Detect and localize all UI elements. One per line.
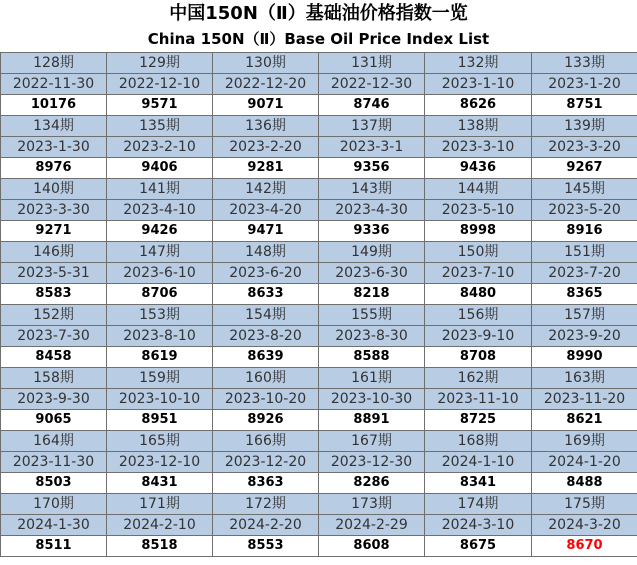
period-cell: 156期 — [425, 305, 532, 326]
value-cell: 9281 — [213, 158, 319, 179]
value-cell: 8751 — [532, 95, 637, 116]
date-cell: 2023-1-20 — [532, 74, 637, 95]
date-cell: 2023-7-20 — [532, 263, 637, 284]
date-cell: 2023-8-10 — [107, 326, 213, 347]
period-cell: 141期 — [107, 179, 213, 200]
value-cell: 9071 — [213, 95, 319, 116]
value-cell: 8588 — [319, 347, 425, 368]
date-cell: 2023-8-20 — [213, 326, 319, 347]
period-cell: 144期 — [425, 179, 532, 200]
period-cell: 152期 — [1, 305, 107, 326]
value-cell: 8675 — [425, 536, 532, 557]
value-cell: 8891 — [319, 410, 425, 431]
value-cell: 8511 — [1, 536, 107, 557]
value-cell: 8458 — [1, 347, 107, 368]
value-cell: 8976 — [1, 158, 107, 179]
period-cell: 147期 — [107, 242, 213, 263]
date-cell: 2023-3-1 — [319, 137, 425, 158]
period-cell: 160期 — [213, 368, 319, 389]
value-cell: 8633 — [213, 284, 319, 305]
value-cell: 8951 — [107, 410, 213, 431]
date-cell: 2023-9-30 — [1, 389, 107, 410]
date-cell: 2023-12-30 — [319, 452, 425, 473]
date-row — [1, 389, 637, 410]
period-cell: 134期 — [1, 116, 107, 137]
period-cell: 170期 — [1, 494, 107, 515]
page-subtitle: China 150N（Ⅱ）Base Oil Price Index List — [147, 30, 490, 48]
period-row — [1, 494, 637, 515]
period-row — [1, 368, 637, 389]
period-cell: 157期 — [532, 305, 637, 326]
period-cell: 166期 — [213, 431, 319, 452]
date-cell: 2023-9-10 — [425, 326, 532, 347]
value-cell: 9267 — [532, 158, 637, 179]
value-cell: 8365 — [532, 284, 637, 305]
period-cell: 128期 — [1, 53, 107, 74]
date-cell: 2023-10-30 — [319, 389, 425, 410]
value-cell: 8619 — [107, 347, 213, 368]
date-cell: 2024-2-29 — [319, 515, 425, 536]
value-cell: 8286 — [319, 473, 425, 494]
date-cell: 2022-12-30 — [319, 74, 425, 95]
date-cell: 2023-3-10 — [425, 137, 532, 158]
date-cell: 2023-1-30 — [1, 137, 107, 158]
date-cell: 2023-10-20 — [213, 389, 319, 410]
date-cell: 2023-7-30 — [1, 326, 107, 347]
date-cell: 2022-12-10 — [107, 74, 213, 95]
value-cell: 8926 — [213, 410, 319, 431]
date-cell: 2024-3-10 — [425, 515, 532, 536]
value-cell: 8706 — [107, 284, 213, 305]
value-cell: 8621 — [532, 410, 637, 431]
period-cell: 167期 — [319, 431, 425, 452]
value-cell: 8218 — [319, 284, 425, 305]
value-cell: 8488 — [532, 473, 637, 494]
value-cell: 8998 — [425, 221, 532, 242]
value-cell: 8553 — [213, 536, 319, 557]
period-cell: 142期 — [213, 179, 319, 200]
date-cell: 2023-10-10 — [107, 389, 213, 410]
value-cell: 9406 — [107, 158, 213, 179]
date-row — [1, 263, 637, 284]
date-cell: 2023-2-10 — [107, 137, 213, 158]
date-row — [1, 452, 637, 473]
value-cell: 8341 — [425, 473, 532, 494]
date-row — [1, 74, 637, 95]
date-cell: 2023-6-10 — [107, 263, 213, 284]
value-cell: 9471 — [213, 221, 319, 242]
period-cell: 171期 — [107, 494, 213, 515]
date-cell: 2023-6-30 — [319, 263, 425, 284]
date-cell: 2023-9-20 — [532, 326, 637, 347]
period-cell: 161期 — [319, 368, 425, 389]
date-row — [1, 326, 637, 347]
value-row — [1, 536, 637, 557]
value-cell: 8608 — [319, 536, 425, 557]
period-cell: 138期 — [425, 116, 532, 137]
date-row — [1, 200, 637, 221]
period-row — [1, 116, 637, 137]
period-cell: 163期 — [532, 368, 637, 389]
date-cell: 2023-5-31 — [1, 263, 107, 284]
period-row — [1, 305, 637, 326]
value-cell: 8518 — [107, 536, 213, 557]
value-cell: 9065 — [1, 410, 107, 431]
period-cell: 143期 — [319, 179, 425, 200]
period-cell: 145期 — [532, 179, 637, 200]
date-cell: 2023-8-30 — [319, 326, 425, 347]
value-row — [1, 410, 637, 431]
period-cell: 162期 — [425, 368, 532, 389]
period-cell: 174期 — [425, 494, 532, 515]
value-cell: 8363 — [213, 473, 319, 494]
value-cell: 8670 — [532, 536, 637, 557]
value-row — [1, 347, 637, 368]
date-cell: 2023-11-20 — [532, 389, 637, 410]
date-cell: 2023-3-30 — [1, 200, 107, 221]
value-cell: 8431 — [107, 473, 213, 494]
value-cell: 9426 — [107, 221, 213, 242]
value-row — [1, 473, 637, 494]
page-title: 中国150N（Ⅱ）基础油价格指数一览 — [169, 3, 468, 24]
period-row — [1, 242, 637, 263]
period-cell: 140期 — [1, 179, 107, 200]
date-cell: 2024-1-30 — [1, 515, 107, 536]
date-cell: 2023-5-10 — [425, 200, 532, 221]
period-cell: 129期 — [107, 53, 213, 74]
period-cell: 136期 — [213, 116, 319, 137]
value-cell: 10176 — [1, 95, 107, 116]
value-row — [1, 284, 637, 305]
value-cell: 8639 — [213, 347, 319, 368]
value-row — [1, 221, 637, 242]
date-cell: 2023-5-20 — [532, 200, 637, 221]
date-row — [1, 515, 637, 536]
period-cell: 137期 — [319, 116, 425, 137]
value-cell: 8746 — [319, 95, 425, 116]
date-cell: 2024-1-20 — [532, 452, 637, 473]
period-cell: 159期 — [107, 368, 213, 389]
period-cell: 148期 — [213, 242, 319, 263]
date-cell: 2024-2-10 — [107, 515, 213, 536]
date-cell: 2024-1-10 — [425, 452, 532, 473]
date-cell: 2023-6-20 — [213, 263, 319, 284]
date-cell: 2023-11-30 — [1, 452, 107, 473]
date-cell: 2023-7-10 — [425, 263, 532, 284]
period-cell: 135期 — [107, 116, 213, 137]
value-cell: 9436 — [425, 158, 532, 179]
date-cell: 2023-4-20 — [213, 200, 319, 221]
period-cell: 154期 — [213, 305, 319, 326]
value-cell: 8583 — [1, 284, 107, 305]
value-row — [1, 95, 637, 116]
period-row — [1, 53, 637, 74]
period-cell: 151期 — [532, 242, 637, 263]
period-cell: 139期 — [532, 116, 637, 137]
date-cell: 2023-12-20 — [213, 452, 319, 473]
period-cell: 173期 — [319, 494, 425, 515]
value-cell: 8708 — [425, 347, 532, 368]
date-row — [1, 137, 637, 158]
date-cell: 2024-2-20 — [213, 515, 319, 536]
date-cell: 2023-4-10 — [107, 200, 213, 221]
period-cell: 132期 — [425, 53, 532, 74]
period-row — [1, 431, 637, 452]
date-cell: 2023-2-20 — [213, 137, 319, 158]
value-cell: 8503 — [1, 473, 107, 494]
date-cell: 2024-3-20 — [532, 515, 637, 536]
price-index-table — [0, 52, 637, 557]
value-cell: 8626 — [425, 95, 532, 116]
value-cell: 9271 — [1, 221, 107, 242]
period-cell: 168期 — [425, 431, 532, 452]
value-cell: 8916 — [532, 221, 637, 242]
period-cell: 164期 — [1, 431, 107, 452]
date-cell: 2023-11-10 — [425, 389, 532, 410]
date-cell: 2022-11-30 — [1, 74, 107, 95]
period-cell: 146期 — [1, 242, 107, 263]
value-cell: 9356 — [319, 158, 425, 179]
period-cell: 165期 — [107, 431, 213, 452]
date-cell: 2023-4-30 — [319, 200, 425, 221]
period-row — [1, 179, 637, 200]
period-cell: 153期 — [107, 305, 213, 326]
value-cell: 8480 — [425, 284, 532, 305]
value-cell: 8990 — [532, 347, 637, 368]
value-cell: 9336 — [319, 221, 425, 242]
period-cell: 169期 — [532, 431, 637, 452]
date-cell: 2022-12-20 — [213, 74, 319, 95]
date-cell: 2023-3-20 — [532, 137, 637, 158]
period-cell: 131期 — [319, 53, 425, 74]
date-cell: 2023-1-10 — [425, 74, 532, 95]
period-cell: 133期 — [532, 53, 637, 74]
period-cell: 175期 — [532, 494, 637, 515]
period-cell: 149期 — [319, 242, 425, 263]
value-row — [1, 158, 637, 179]
date-cell: 2023-12-10 — [107, 452, 213, 473]
period-cell: 155期 — [319, 305, 425, 326]
value-cell: 9571 — [107, 95, 213, 116]
period-cell: 158期 — [1, 368, 107, 389]
period-cell: 172期 — [213, 494, 319, 515]
value-cell: 8725 — [425, 410, 532, 431]
period-cell: 150期 — [425, 242, 532, 263]
period-cell: 130期 — [213, 53, 319, 74]
